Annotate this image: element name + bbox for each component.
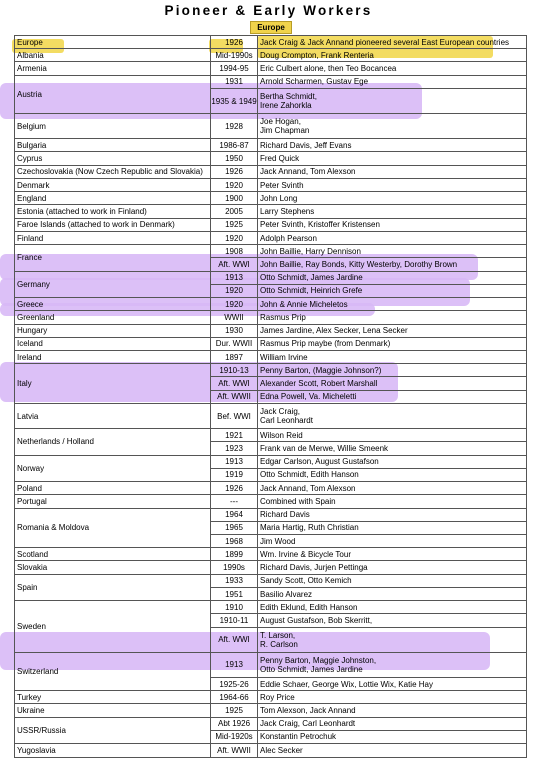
country-cell: Bulgaria [15,139,211,152]
year-cell: 1951 [211,587,258,600]
worker-line: William Irvine [260,352,308,362]
worker-line: Eddie Schaer, George Wix, Lottie Wix, Katie Hay [260,679,433,689]
country-cell: Yugoslavia [15,744,211,758]
country-cell: Estonia (attached to work in Finland) [15,205,211,218]
worker-line: Fred Quick [260,154,300,164]
table-row [15,548,527,561]
year-cell: 1920 [211,178,258,191]
worker-line: John Long [260,193,298,203]
year-cell: Aft. WWI [211,258,258,271]
section-label: Europe [250,21,292,34]
worker-line: Penny Barton, (Maggie Johnson?) [260,365,382,375]
header-workers: Jack Craig & Jack Annand pioneered several East European countries [258,36,527,49]
header-row [15,36,527,49]
country-cell: Norway [15,455,211,481]
country-cell: Iceland [15,337,211,350]
workers-cell [258,178,527,191]
country-cell: Denmark [15,178,211,191]
worker-line: Otto Schmidt, James Jardine [260,273,363,283]
year-cell: 1897 [211,351,258,364]
country-cell: Germany [15,271,211,297]
year-cell: 1923 [211,442,258,455]
workers-cell [258,717,527,730]
workers-cell [258,482,527,495]
worker-line: Jack Craig, [260,407,301,417]
table-row [15,691,527,704]
worker-line: Konstantin Petrochuk [260,732,337,742]
country-cell: Finland [15,231,211,244]
worker-line: T. Larson, [260,630,296,640]
year-cell: 1925 [211,704,258,717]
year-cell: 2005 [211,205,258,218]
worker-line: James Jardine, Alex Secker, Lena Secker [260,326,408,336]
year-cell: 1990s [211,561,258,574]
country-cell: Romania & Moldova [15,508,211,548]
year-cell: Aft. WWI [211,627,258,652]
country-cell: USSR/Russia [15,717,211,743]
country-cell: Netherlands / Holland [15,429,211,455]
year-cell: Mid-1920s [211,730,258,743]
workers-cell [258,652,527,677]
workers-cell [258,508,527,521]
table-row [15,62,527,75]
country-cell: Hungary [15,324,211,337]
pioneer-table [14,35,527,758]
table-row [15,298,527,311]
country-cell: Poland [15,482,211,495]
table-row [15,75,527,88]
year-cell: Abt 1926 [211,717,258,730]
country-cell: Scotland [15,548,211,561]
country-cell: Latvia [15,403,211,428]
table-row [15,508,527,521]
worker-line: Adolph Pearson [260,233,317,243]
workers-cell [258,691,527,704]
workers-cell [258,49,527,62]
worker-line: Frank van de Merwe, Willie Smeenk [260,443,389,453]
year-cell: 1935 & 1949 [211,88,258,113]
country-cell: Faroe Islands (attached to work in Denmark) [15,218,211,231]
year-cell: 1928 [211,114,258,139]
worker-line: Larry Stephens [260,207,315,217]
country-cell: Ukraine [15,704,211,717]
table-row [15,455,527,468]
country-cell: Albania [15,49,211,62]
page-title: Pioneer & Early Workers [164,3,373,18]
worker-line: Roy Price [260,692,295,702]
worker-line: Doug Crompton, Frank Renteria [260,50,374,60]
worker-line: Edna Powell, Va. Micheletti [260,392,357,402]
country-cell: Austria [15,75,211,113]
table-row [15,601,527,614]
year-cell: 1920 [211,284,258,297]
worker-line: Otto Schmidt, Heinrich Grefe [260,286,363,296]
worker-line: Edgar Carlson, August Gustafson [260,457,379,467]
workers-cell [258,351,527,364]
worker-line: Sandy Scott, Otto Kemich [260,576,352,586]
year-cell: 1926 [211,482,258,495]
worker-line: Combined with Spain [260,496,336,506]
worker-line: Jim Wood [260,536,296,546]
worker-line: Tom Alexson, Jack Annand [260,706,356,715]
table-row [15,311,527,324]
table-row [15,139,527,152]
workers-cell [258,311,527,324]
year-cell: 1913 [211,455,258,468]
year-cell: 1986-87 [211,139,258,152]
country-cell: Greece [15,298,211,311]
year-cell: 1994-95 [211,62,258,75]
worker-line: Rasmus Prip [260,312,306,322]
workers-cell [258,205,527,218]
workers-cell [258,677,527,690]
year-cell: 1964-66 [211,691,258,704]
workers-cell [258,534,527,547]
workers-cell [258,403,527,428]
workers-cell [258,614,527,627]
worker-line: Rasmus Prip maybe (from Denmark) [260,339,391,349]
worker-line: Peter Svinth [260,180,304,190]
worker-line: John Baillie, Ray Bonds, Kitty Westerby, Dorothy Brown [260,259,458,269]
year-cell: 1920 [211,298,258,311]
workers-cell [258,468,527,481]
table-row [15,271,527,284]
worker-line: Basilio Alvarez [260,589,313,599]
year-cell: 1930 [211,324,258,337]
worker-line: Richard Davis, Jurjen Pettinga [260,563,368,573]
table-row [15,364,527,377]
workers-cell [258,324,527,337]
year-cell: 1919 [211,468,258,481]
table-row [15,152,527,165]
worker-line: Arnold Scharmen, Gustav Ege [260,77,369,87]
worker-line: Alexander Scott, Robert Marshall [260,379,378,389]
table-row [15,337,527,350]
workers-cell [258,730,527,743]
workers-cell [258,337,527,350]
year-cell: Aft. WWII [211,390,258,403]
table-row [15,231,527,244]
year-cell: 1950 [211,152,258,165]
year-cell: Bef. WWI [211,403,258,428]
workers-cell [258,364,527,377]
workers-cell [258,548,527,561]
workers-cell [258,114,527,139]
workers-cell [258,574,527,587]
year-cell: 1899 [211,548,258,561]
year-cell: 1925 [211,218,258,231]
country-cell: England [15,192,211,205]
worker-line: Jack Craig, Carl Leonhardt [260,719,356,729]
country-cell: Czechoslovakia (Now Czech Republic and Slovakia) [15,165,211,178]
worker-line: Peter Svinth, Kristoffer Kristensen [260,220,380,230]
table-row [15,218,527,231]
year-cell: 1913 [211,652,258,677]
workers-cell [258,744,527,758]
country-cell: Spain [15,574,211,600]
year-cell: Aft. WWII [211,744,258,758]
year-cell: 1965 [211,521,258,534]
worker-line: Joe Hogan, [260,117,301,127]
worker-line: Edith Eklund, Edith Hanson [260,602,358,612]
year-cell: Aft. WWI [211,377,258,390]
workers-cell [258,284,527,297]
country-cell: Italy [15,364,211,404]
worker-line: Jim Chapman [260,126,310,136]
country-cell: Belgium [15,114,211,139]
year-cell: 1908 [211,245,258,258]
workers-cell [258,231,527,244]
table-row [15,717,527,730]
worker-line: Irene Zahorkla [260,101,312,111]
year-cell: WWII [211,311,258,324]
year-cell: Mid-1990s [211,49,258,62]
workers-cell [258,75,527,88]
worker-line: Alec Secker [260,746,303,756]
workers-cell [258,704,527,717]
worker-line: Eric Culbert alone, then Teo Bocancea [260,64,397,74]
worker-line: Wilson Reid [260,430,303,440]
worker-line: John Baillie, Harry Dennison [260,246,361,256]
header-year: 1926 [211,36,258,49]
workers-cell [258,165,527,178]
workers-cell [258,152,527,165]
worker-line: Otto Schmidt, Edith Hanson [260,470,359,480]
table-row [15,49,527,62]
workers-cell [258,627,527,652]
worker-line: Maria Hartig, Ruth Christian [260,523,359,533]
table-row [15,351,527,364]
year-cell: 1921 [211,429,258,442]
workers-cell [258,192,527,205]
table-row [15,574,527,587]
workers-cell [258,298,527,311]
year-cell: 1910-13 [211,364,258,377]
worker-line: August Gustafson, Bob Skerritt, [260,615,373,625]
worker-line: Wm. Irvine & Bicycle Tour [260,549,351,559]
worker-line: Richard Davis [260,510,310,520]
workers-cell [258,521,527,534]
year-cell: 1926 [211,165,258,178]
country-cell: France [15,245,211,271]
table-row [15,178,527,191]
workers-cell [258,429,527,442]
worker-line: Penny Barton, Maggie Johnston, [260,655,377,665]
year-cell: 1920 [211,231,258,244]
workers-cell [258,258,527,271]
table-row [15,165,527,178]
table-row [15,561,527,574]
table-row [15,495,527,508]
year-cell: 1910 [211,601,258,614]
country-cell: Ireland [15,351,211,364]
table-row [15,403,527,428]
year-cell: 1913 [211,271,258,284]
workers-cell [258,139,527,152]
workers-cell [258,601,527,614]
worker-line: Richard Davis, Jeff Evans [260,140,352,150]
workers-cell [258,62,527,75]
country-cell: Cyprus [15,152,211,165]
country-cell: Greenland [15,311,211,324]
country-cell: Armenia [15,62,211,75]
worker-line: Jack Annand, Tom Alexson [260,483,356,493]
year-cell: 1933 [211,574,258,587]
worker-line: Bertha Schmidt, [260,92,317,102]
workers-cell [258,88,527,113]
year-cell: 1900 [211,192,258,205]
workers-cell [258,561,527,574]
workers-cell [258,390,527,403]
year-cell: 1968 [211,534,258,547]
table-row [15,324,527,337]
worker-line: R. Carlson [260,639,298,649]
year-cell: 1925-26 [211,677,258,690]
workers-cell [258,377,527,390]
worker-line: John & Annie Micheletos [260,299,348,309]
table-row [15,205,527,218]
table-row [15,245,527,258]
year-cell: 1964 [211,508,258,521]
country-cell: Turkey [15,691,211,704]
year-cell: 1931 [211,75,258,88]
country-cell: Slovakia [15,561,211,574]
worker-line: Jack Annand, Tom Alexson [260,167,356,177]
workers-cell [258,245,527,258]
table-row [15,652,527,677]
workers-cell [258,587,527,600]
table-row [15,114,527,139]
table-row [15,704,527,717]
worker-line: Carl Leonhardt [260,416,313,426]
country-cell: Sweden [15,601,211,653]
year-cell: 1910-11 [211,614,258,627]
year-cell: --- [211,495,258,508]
header-country: Europe [15,36,211,49]
country-cell: Switzerland [15,652,211,690]
worker-line: Otto Schmidt, James Jardine [260,664,363,674]
table-row [15,744,527,758]
table-row [15,429,527,442]
workers-cell [258,442,527,455]
country-cell: Portugal [15,495,211,508]
workers-cell [258,455,527,468]
year-cell: Dur. WWII [211,337,258,350]
workers-cell [258,271,527,284]
workers-cell [258,218,527,231]
table-row [15,192,527,205]
table-row [15,482,527,495]
workers-cell [258,495,527,508]
